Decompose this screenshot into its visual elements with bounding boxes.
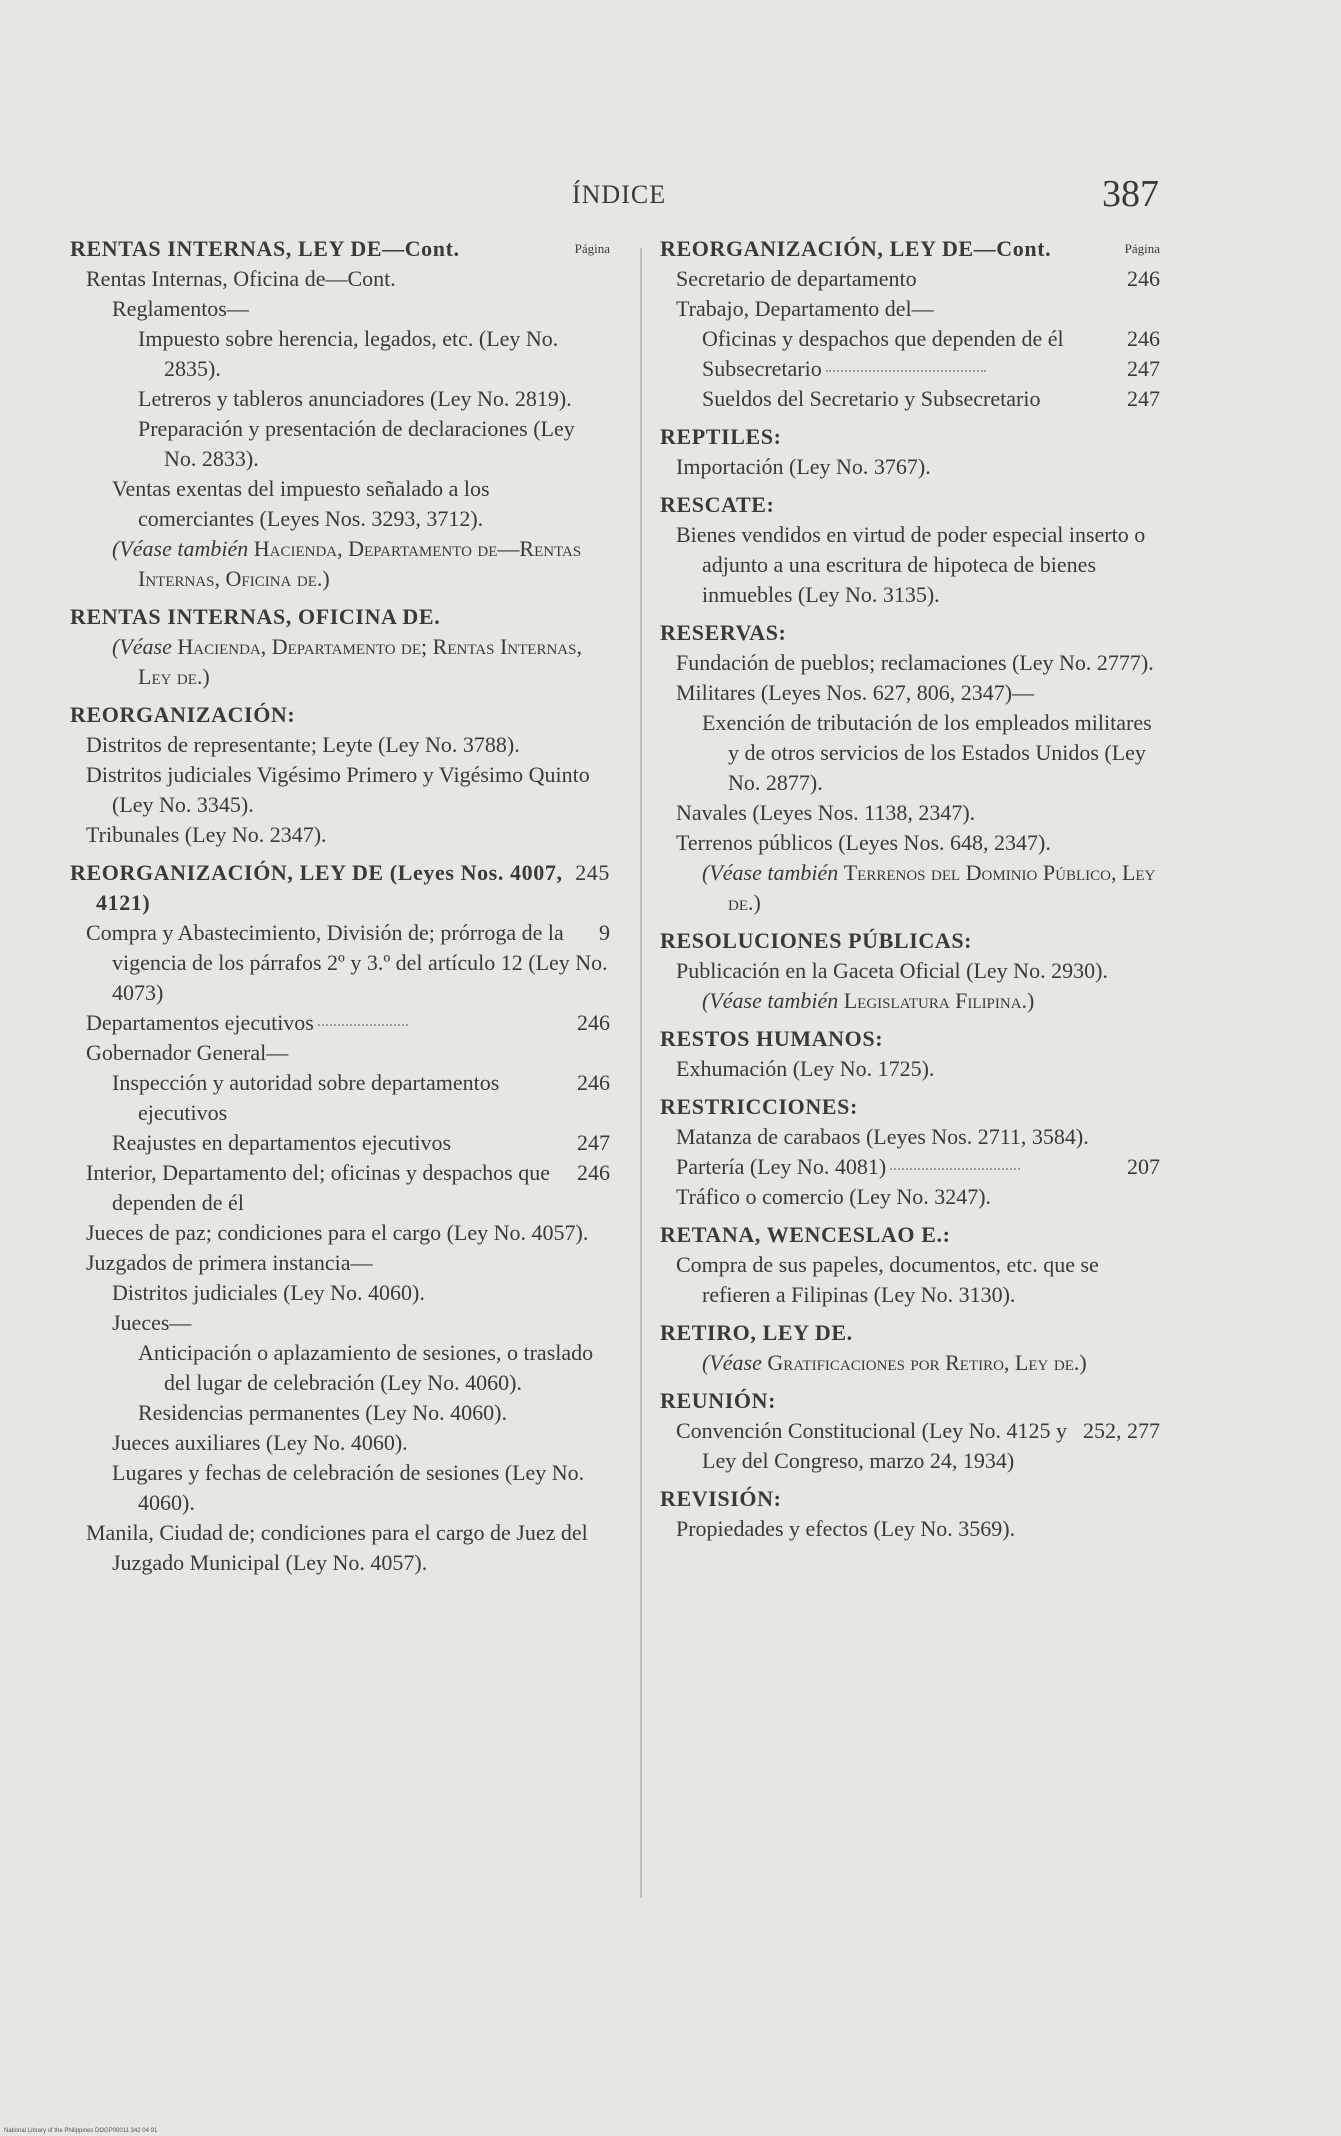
index-entry: Exención de tributación de los empleados militares y de otros servicios de los Estados Unidos (Ley No. 2877). [702, 710, 1152, 795]
entry-page: 247 [577, 1130, 610, 1155]
cross-reference [70, 534, 610, 594]
see-also-label: (Véase también [702, 988, 839, 1013]
index-entry: Publicación en la Gaceta Oficial (Ley No. 2930). [676, 958, 1108, 983]
index-heading: REVISIÓN: [660, 1486, 782, 1511]
entry-page: 246 [1127, 326, 1160, 351]
entry-page: 246 [577, 1070, 610, 1095]
entry-text: Convención Constitucional (Ley No. 4125 y Ley del Congreso, marzo 24, 1934) [676, 1418, 1068, 1473]
see-also-target: Legislatura Filipina.) [843, 988, 1035, 1013]
entry-text: Departamentos ejecutivos [86, 1010, 314, 1035]
index-heading: RETANA, WENCESLAO E.: [660, 1222, 951, 1247]
entry-text: Reajustes en departamentos ejecutivos [112, 1130, 452, 1155]
see-also-label: (Véase también [112, 536, 249, 561]
page-number: 387 [1102, 173, 1159, 215]
dot-leader [826, 370, 986, 372]
page-column-label: Página [1124, 241, 1160, 256]
index-entry: Preparación y presentación de declaraciones (Ley No. 2833). [138, 416, 575, 471]
index-entry: Trabajo, Departamento del— [676, 296, 934, 321]
index-entry: Jueces de paz; condiciones para el cargo (Ley No. 4057). [86, 1220, 589, 1245]
index-entry: Bienes vendidos en virtud de poder especial inserto o adjunto a una escritura de hipoteca de bienes inmuebles (Ley No. 3135). [676, 522, 1146, 607]
heading-text: REORGANIZACIÓN, LEY DE—Cont. [660, 236, 1052, 261]
index-entry [660, 354, 1160, 384]
entry-text: Interior, Departamento del; oficinas y despachos que dependen de él [86, 1160, 551, 1215]
running-head [0, 172, 1341, 216]
index-entry [660, 1152, 1160, 1182]
entry-text: Inspección y autoridad sobre departamentos ejecutivos [112, 1070, 500, 1125]
entry-text: Partería (Ley No. 4081) [676, 1154, 887, 1179]
heading-text: REORGANIZACIÓN, LEY DE (Leyes Nos. 4007, 4121) [70, 860, 563, 915]
index-entry [660, 384, 1160, 414]
index-entry [70, 1068, 610, 1128]
right-column [660, 234, 1160, 1544]
index-heading: RESERVAS: [660, 620, 787, 645]
index-entry: Jueces— [112, 1310, 192, 1335]
index-heading [660, 234, 1160, 264]
see-target: Hacienda, Departamento de; Rentas Internas, Ley de.) [138, 634, 582, 689]
index-entry [70, 1008, 610, 1038]
entry-page: 247 [1127, 386, 1160, 411]
entry-page: 207 [1127, 1154, 1160, 1179]
dot-leader [318, 1024, 408, 1026]
index-entry: Juzgados de primera instancia— [86, 1250, 373, 1275]
index-entry: Lugares y fechas de celebración de sesiones (Ley No. 4060). [112, 1460, 585, 1515]
cross-reference [660, 858, 1160, 918]
index-entry [70, 1128, 610, 1158]
index-entry: Exhumación (Ley No. 1725). [676, 1056, 935, 1081]
index-entry: Manila, Ciudad de; condiciones para el cargo de Juez del Juzgado Municipal (Ley No. 4057). [86, 1520, 588, 1575]
index-entry: Reglamentos— [112, 296, 249, 321]
index-heading: RETIRO, LEY DE. [660, 1320, 853, 1345]
index-entry: Jueces auxiliares (Ley No. 4060). [112, 1430, 408, 1455]
index-entry: Distritos judiciales Vigésimo Primero y Vigésimo Quinto (Ley No. 3345). [86, 762, 590, 817]
index-heading: RESOLUCIONES PÚBLICAS: [660, 928, 973, 953]
cross-reference [660, 986, 1160, 1016]
index-heading: REORGANIZACIÓN: [70, 702, 296, 727]
index-entry: Navales (Leyes Nos. 1138, 2347). [676, 800, 976, 825]
index-entry: Tráfico o comercio (Ley No. 3247). [676, 1184, 992, 1209]
index-entry [70, 1158, 610, 1218]
index-heading: REUNIÓN: [660, 1388, 777, 1413]
entry-page: 245 [575, 860, 610, 885]
running-head-title: ÍNDICE [572, 180, 667, 209]
see-label: (Véase [112, 634, 172, 659]
index-entry: Importación (Ley No. 3767). [676, 454, 931, 479]
see-label: (Véase [702, 1350, 762, 1375]
entry-text: Compra y Abastecimiento, División de; prórroga de la vigencia de los párrafos 2º y 3.º del artículo 12 (Ley No. 4073) [86, 920, 608, 1005]
see-also-label: (Véase también [702, 860, 839, 885]
index-entry: Distritos judiciales (Ley No. 4060). [112, 1280, 425, 1305]
entry-text: Subsecretario [702, 356, 822, 381]
index-heading: RESTRICCIONES: [660, 1094, 858, 1119]
index-entry: Ventas exentas del impuesto señalado a los comerciantes (Leyes Nos. 3293, 3712). [112, 476, 490, 531]
cross-reference [660, 1348, 1160, 1378]
index-entry: Militares (Leyes Nos. 627, 806, 2347)— [676, 680, 1035, 705]
index-entry: Residencias permanentes (Ley No. 4060). [138, 1400, 507, 1425]
index-entry: Impuesto sobre herencia, legados, etc. (Ley No. 2835). [138, 326, 559, 381]
heading-text: RENTAS INTERNAS, LEY DE—Cont. [70, 236, 460, 261]
entry-text: Secretario de departamento [676, 266, 917, 291]
archive-footer: National Library of the Philippines DOGP00011 342 04 91 [4, 2128, 158, 2134]
entry-page: 246 [577, 1010, 610, 1035]
dot-leader [890, 1168, 1020, 1170]
index-entry: Propiedades y efectos (Ley No. 3569). [676, 1516, 1016, 1541]
index-entry [660, 324, 1160, 354]
left-column [70, 234, 610, 1578]
index-heading: RESTOS HUMANOS: [660, 1026, 884, 1051]
index-entry: Anticipación o aplazamiento de sesiones, o traslado del lugar de celebración (Ley No. 4060). [138, 1340, 594, 1395]
entry-text: Sueldos del Secretario y Subsecretario [702, 386, 1041, 411]
index-entry: Distritos de representante; Leyte (Ley No. 3788). [86, 732, 520, 757]
entry-page: 246 [1127, 266, 1160, 291]
index-entry: Fundación de pueblos; reclamaciones (Ley No. 2777). [676, 650, 1154, 675]
entry-page: 246 [577, 1160, 610, 1185]
index-heading: REPTILES: [660, 424, 782, 449]
index-entry [70, 918, 610, 1008]
entry-page: 9 [599, 920, 610, 945]
index-entry: Tribunales (Ley No. 2347). [86, 822, 327, 847]
see-also-target: Terrenos del Dominio Público, Ley de.) [728, 860, 1156, 915]
index-heading: RESCATE: [660, 492, 775, 517]
entry-page: 247 [1127, 356, 1160, 381]
entry-text: Oficinas y despachos que dependen de él [702, 326, 1064, 351]
page-column-label: Página [574, 241, 610, 256]
index-heading [70, 234, 610, 264]
index-entry: Matanza de carabaos (Leyes Nos. 2711, 3584). [676, 1124, 1089, 1149]
entry-page: 252, 277 [1083, 1418, 1160, 1443]
index-heading [70, 858, 610, 918]
index-entry [660, 264, 1160, 294]
index-entry: Compra de sus papeles, documentos, etc. que se refieren a Filipinas (Ley No. 3130). [676, 1252, 1099, 1307]
column-divider [640, 248, 642, 1898]
index-entry: Gobernador General— [86, 1040, 289, 1065]
index-heading: RENTAS INTERNAS, OFICINA DE. [70, 604, 441, 629]
index-entry: Terrenos públicos (Leyes Nos. 648, 2347). [676, 830, 1051, 855]
cross-reference [70, 632, 610, 692]
see-also-target: Hacienda, Departamento de—Rentas Internas, Oficina de.) [138, 536, 582, 591]
index-entry: Rentas Internas, Oficina de—Cont. [86, 266, 396, 291]
index-entry [660, 1416, 1160, 1476]
see-target: Gratificaciones por Retiro, Ley de.) [767, 1350, 1087, 1375]
index-entry: Letreros y tableros anunciadores (Ley No. 2819). [138, 386, 572, 411]
